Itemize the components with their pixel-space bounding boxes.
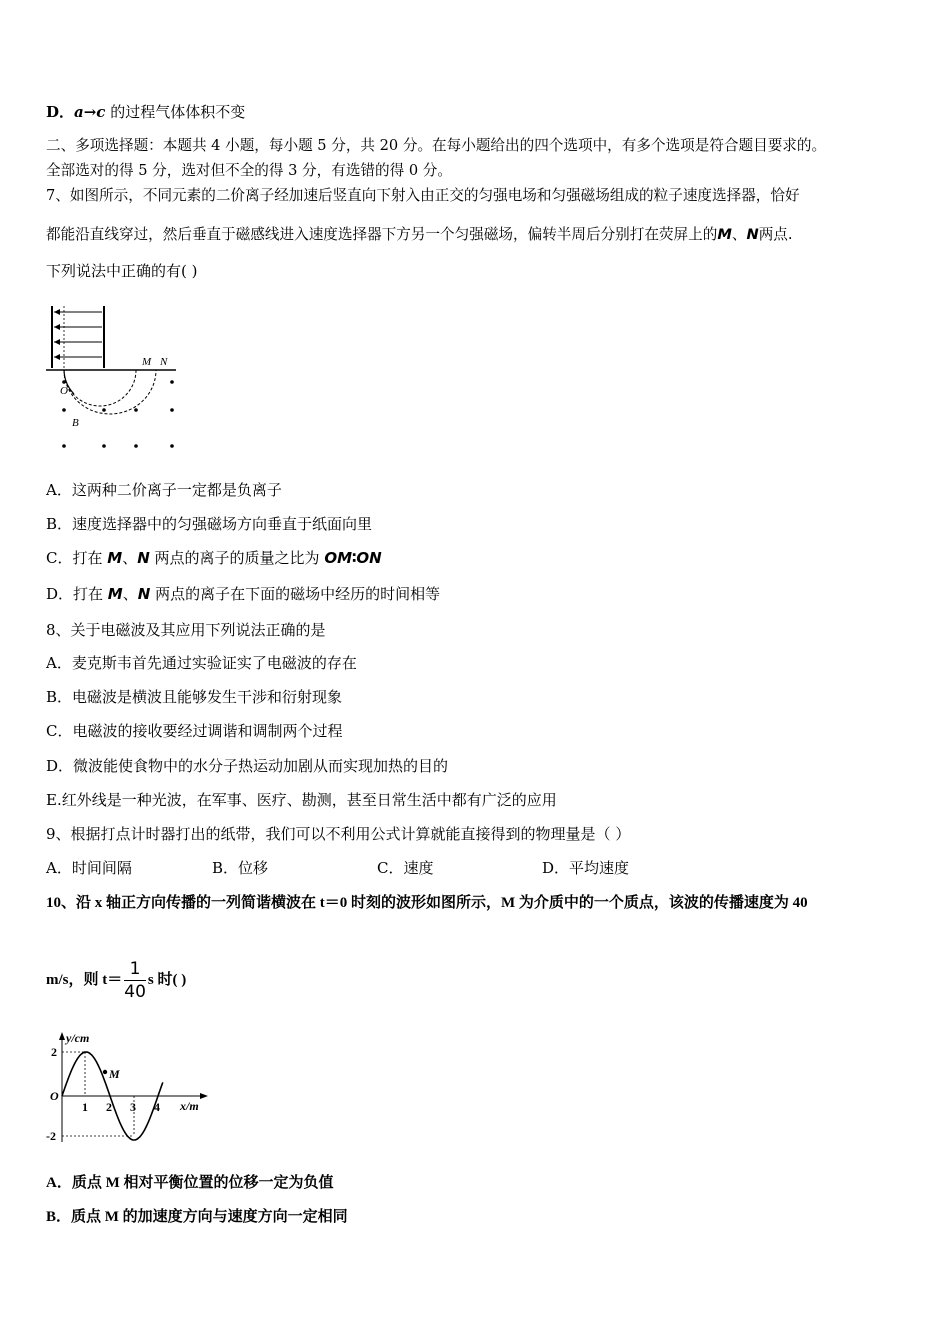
q10-stem-line2 <box>46 955 186 1005</box>
q10-option-b: B．质点 M 的加速度方向与速度方向一定相同 <box>46 1209 348 1225</box>
q7-option-c-text: 两点的离子的质量之比为 <box>149 549 325 567</box>
q7-label-m: M <box>142 356 152 368</box>
section2-line1: 二、多项选择题：本题共 4 小题，每小题 5 分，共 20 分。在每小题给出的四个选项中，有多个选项是符合题目要求的。 <box>46 137 827 154</box>
q7-field-dots <box>62 380 174 448</box>
q10-wave-graph <box>42 1030 212 1148</box>
q8-stem: 8、关于电磁波及其应用下列说法正确的是 <box>46 621 326 639</box>
q7-stem-line2-end: 两点. <box>758 226 793 243</box>
q10-x-tick-3: 3 <box>130 1100 136 1114</box>
q7-label-o: O <box>60 385 68 397</box>
q10-x-tick-1: 1 <box>82 1100 88 1114</box>
q6-option-d-label: D． <box>46 103 75 121</box>
q10-x-arrow <box>200 1093 208 1099</box>
q10-y-tick-top: 2 <box>51 1045 57 1059</box>
q10-option-a: A．质点 M 相对平衡位置的位移一定为负值 <box>46 1175 334 1191</box>
q8-option-a: A．麦克斯韦首先通过实验证实了电磁波的存在 <box>46 654 357 672</box>
q7-stem-point-n: N <box>746 226 759 243</box>
q10-y-tick-bottom: -2 <box>46 1129 56 1143</box>
q10-stem-line2-text: m/s，则 t＝ <box>46 972 123 988</box>
q10-fraction-den: 40 <box>124 982 146 1003</box>
q10-stem-line2-end: s 时( ) <box>147 972 187 988</box>
q7-option-d-label: D．打在 <box>46 585 108 603</box>
q7-option-c-sep: 、 <box>122 549 138 567</box>
q7-label-n: N <box>160 356 168 368</box>
section2-line2: 全部选对的得 5 分，选对但不全的得 3 分，有选错的得 0 分。 <box>46 162 452 179</box>
q8-option-d: D．微波能使食物中的水分子热运动加剧从而实现加热的目的 <box>46 757 449 775</box>
q7-stem-sep: 、 <box>731 226 747 243</box>
q7-option-c-n: N <box>137 549 150 567</box>
q7-option-c-label: C．打在 <box>46 549 108 567</box>
q7-field-arrows <box>54 309 60 360</box>
q10-fraction <box>124 958 146 1003</box>
q7-option-d-n: N <box>137 585 151 603</box>
q6-option-d <box>46 102 245 122</box>
q7-option-d-text: 两点的离子在下面的磁场中经历的时间相等 <box>150 585 441 603</box>
q7-stem-line2 <box>46 225 793 245</box>
q7-stem-line2-text: 都能沿直线穿过，然后垂直于磁感线进入速度选择器下方另一个匀强磁场，偏转半周后分别打在荧屏上的 <box>46 226 718 243</box>
q10-stem: 10、沿 x 轴正方向传播的一列简谐横波在 t＝0 时刻的波形如图所示，M 为介质中的一个质点，该波的传播速度为 40 <box>46 895 808 911</box>
q9-option-d: D．平均速度 <box>542 859 630 877</box>
q7-stem-point-m: M <box>717 226 732 243</box>
q7-stem-line1: 7、如图所示，不同元素的二价离子经加速后竖直向下射入由正交的匀强电场和匀强磁场组成的粒子速度选择器，恰好 <box>46 187 800 204</box>
q6-option-d-text: 的过程气体体积不变 <box>105 103 246 121</box>
q10-fraction-num: 1 <box>129 959 141 980</box>
q7-option-d <box>46 584 440 604</box>
q7-stem-line3: 下列说法中正确的有( ) <box>46 262 198 280</box>
q9-stem: 9、根据打点计时器打出的纸带，我们可以不利用公式计算就能直接得到的物理量是（ ） <box>46 825 631 843</box>
q10-origin-label: O <box>50 1089 59 1103</box>
q7-path-n <box>64 370 156 414</box>
q10-y-label: y/cm <box>66 1031 90 1045</box>
q7-option-d-sep: 、 <box>122 585 138 603</box>
q7-figure <box>46 302 186 462</box>
q7-path-m <box>64 370 136 406</box>
q10-x-tick-4: 4 <box>154 1100 160 1114</box>
q7-field-lines <box>54 312 102 357</box>
q9-option-b: B．位移 <box>212 859 269 877</box>
q10-x-label: x/m <box>180 1099 199 1113</box>
q8-option-e: E.红外线是一种光波，在军事、医疗、勘测，甚至日常生活中都有广泛的应用 <box>46 791 557 809</box>
q6-option-d-expr: a→c <box>74 103 106 121</box>
q7-option-c <box>46 548 382 568</box>
q10-point-m <box>103 1070 107 1074</box>
q7-option-d-m: M <box>107 585 123 603</box>
q9-option-a: A．时间间隔 <box>46 859 132 877</box>
q9-option-c: C．速度 <box>377 859 434 877</box>
q10-m-label: M <box>109 1067 120 1081</box>
q7-option-c-m: M <box>107 549 123 567</box>
q8-option-b: B．电磁波是横波且能够发生干涉和衍射现象 <box>46 688 343 706</box>
q7-label-b: B <box>72 417 79 429</box>
q10-y-arrow <box>59 1032 65 1040</box>
q10-x-tick-2: 2 <box>106 1100 112 1114</box>
q7-option-a: A．这两种二价离子一定都是负离子 <box>46 481 282 499</box>
q7-option-b: B．速度选择器中的匀强磁场方向垂直于纸面向里 <box>46 515 373 533</box>
q8-option-c: C．电磁波的接收要经过调谐和调制两个过程 <box>46 722 343 740</box>
q7-option-c-ratio: OM∶ON <box>324 549 382 567</box>
